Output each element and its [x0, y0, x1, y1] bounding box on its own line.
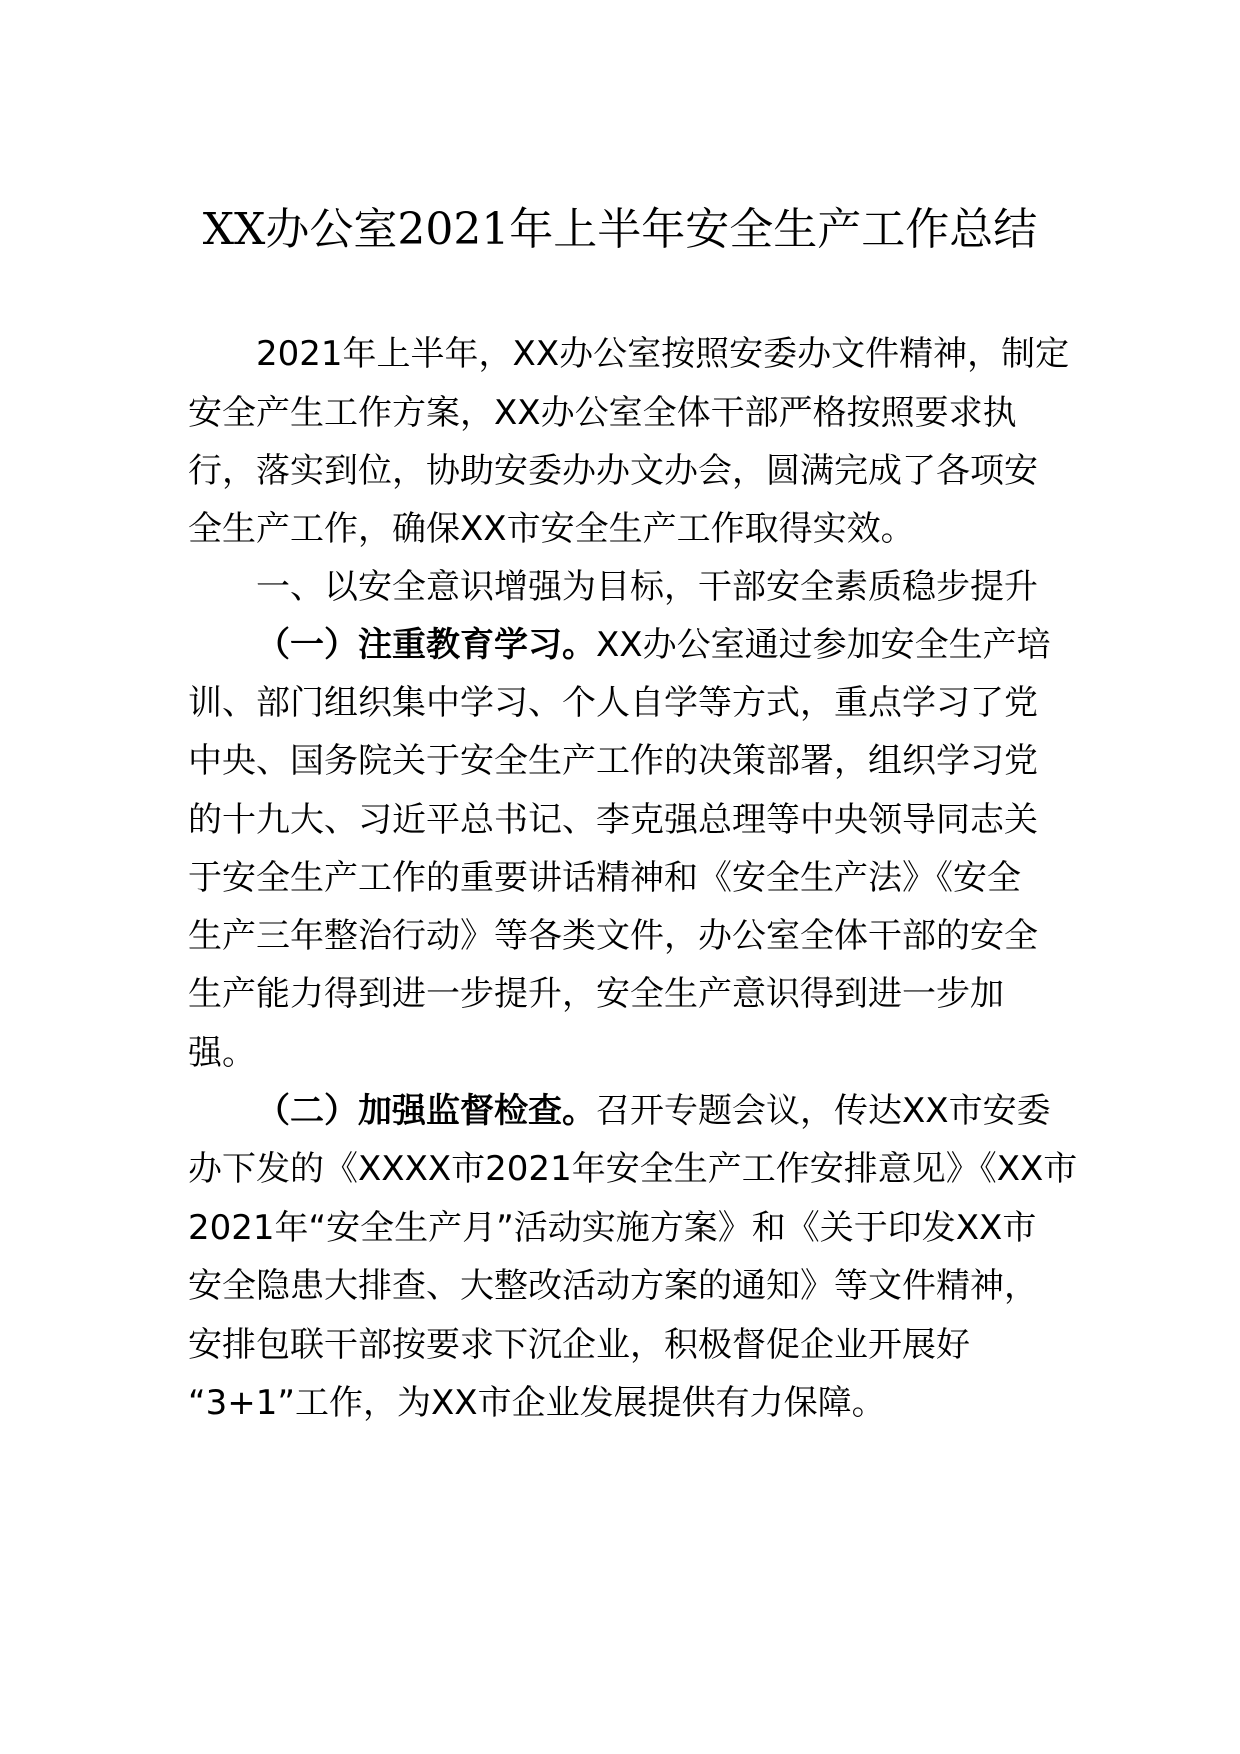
item-text: XX办公室通过参加安全生产培 [596, 625, 1051, 665]
intro-line: 全生产工作，确保XX市安全生产工作取得实效。 [188, 509, 915, 549]
paragraph-line: 强。 [188, 1033, 256, 1073]
intro-line: 安全产生工作方案，XX办公室全体干部严格按照要求执 [188, 393, 1017, 433]
document-title: XX办公室2021年上半年安全生产工作总结 [202, 204, 1038, 255]
paragraph-line: 于安全生产工作的重要讲话精神和《安全生产法》《安全 [188, 858, 1021, 898]
paragraph-line: 安全隐患大排查、大整改活动方案的通知》等文件精神， [188, 1266, 1038, 1306]
paragraph-first-line [256, 622, 1051, 668]
paragraph-line: 办下发的《XXXX市2021年安全生产工作安排意见》《XX市 [188, 1149, 1078, 1189]
item-text: 召开专题会议，传达XX市安委 [596, 1091, 1051, 1131]
paragraph-line: 训、部门组织集中学习、个人自学等方式，重点学习了党 [188, 683, 1038, 723]
paragraph-line: 的十九大、习近平总书记、李克强总理等中央领导同志关 [188, 800, 1038, 840]
paragraph-first-line [256, 1088, 1051, 1134]
paragraph-line: 安排包联干部按要求下沉企业，积极督促企业开展好 [188, 1325, 970, 1365]
intro-line: 2021年上半年，XX办公室按照安委办文件精神，制定 [256, 334, 1070, 374]
intro-line: 行，落实到位，协助安委办办文办会，圆满完成了各项安 [188, 451, 1038, 491]
section-heading: 一、以安全意识增强为目标，干部安全素质稳步提升 [256, 567, 1038, 607]
paragraph-line: 生产能力得到进一步提升，安全生产意识得到进一步加 [188, 974, 1004, 1014]
paragraph-line: “3+1”工作，为XX市企业发展提供有力保障。 [188, 1383, 886, 1423]
paragraph-line: 中央、国务院关于安全生产工作的决策部署，组织学习党 [188, 741, 1038, 781]
paragraph-line: 2021年“安全生产月”活动实施方案》和《关于印发XX市 [188, 1208, 1037, 1248]
item-label: （一）注重教育学习。 [256, 625, 596, 665]
item-label: （二）加强监督检查。 [256, 1091, 596, 1131]
paragraph-line: 生产三年整治行动》等各类文件，办公室全体干部的安全 [188, 916, 1038, 956]
